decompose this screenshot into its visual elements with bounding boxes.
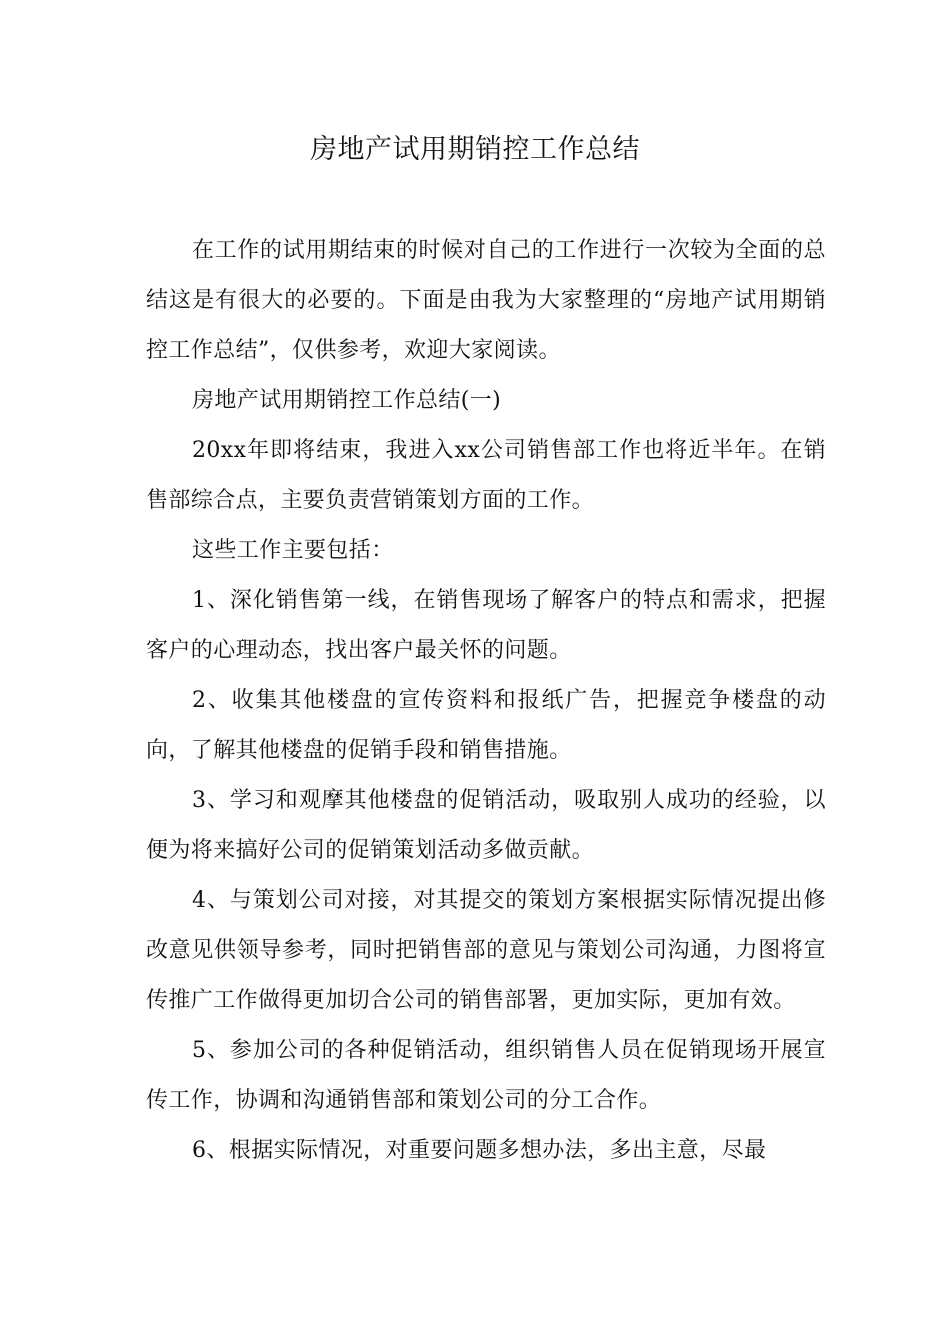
paragraph-item-5: 5、参加公司的各种促销活动，组织销售人员在促销现场开展宣传工作，协调和沟通销售部和策划公司的分工合作。 [146,1038,826,1113]
paragraph-list-intro: 这些工作主要包括： [192,538,394,563]
paragraph-section-heading: 房地产试用期销控工作总结(一) [192,388,502,413]
document-title: 房地产试用期销控工作总结 [310,134,640,165]
paragraph-item-4: 4、与策划公司对接，对其提交的策划方案根据实际情况提出修改意见供领导参考，同时把销售部的意见与策划公司沟通，力图将宣传推广工作做得更加切合公司的销售部署，更加实际，更加有效。 [146,888,826,1013]
paragraph-item-6: 6、根据实际情况，对重要问题多想办法，多出主意，尽最 [192,1138,767,1163]
document-body [146,226,826,1176]
paragraph-item-2: 2、收集其他楼盘的宣传资料和报纸广告，把握竞争楼盘的动向，了解其他楼盘的促销手段和销售措施。 [146,688,826,763]
paragraph-intro: 在工作的试用期结束的时候对自己的工作进行一次较为全面的总结这是有很大的必要的。下面是由我为大家整理的“房地产试用期销控工作总结”，仅供参考，欢迎大家阅读。 [146,238,826,363]
paragraph-overview: 20xx年即将结束，我进入xx公司销售部工作也将近半年。在销售部综合点，主要负责营销策划方面的工作。 [146,438,826,513]
paragraph-item-3: 3、学习和观摩其他楼盘的促销活动，吸取别人成功的经验，以便为将来搞好公司的促销策划活动多做贡献。 [146,788,826,863]
paragraph-item-1: 1、深化销售第一线，在销售现场了解客户的特点和需求，把握客户的心理动态，找出客户最关怀的问题。 [146,588,826,663]
